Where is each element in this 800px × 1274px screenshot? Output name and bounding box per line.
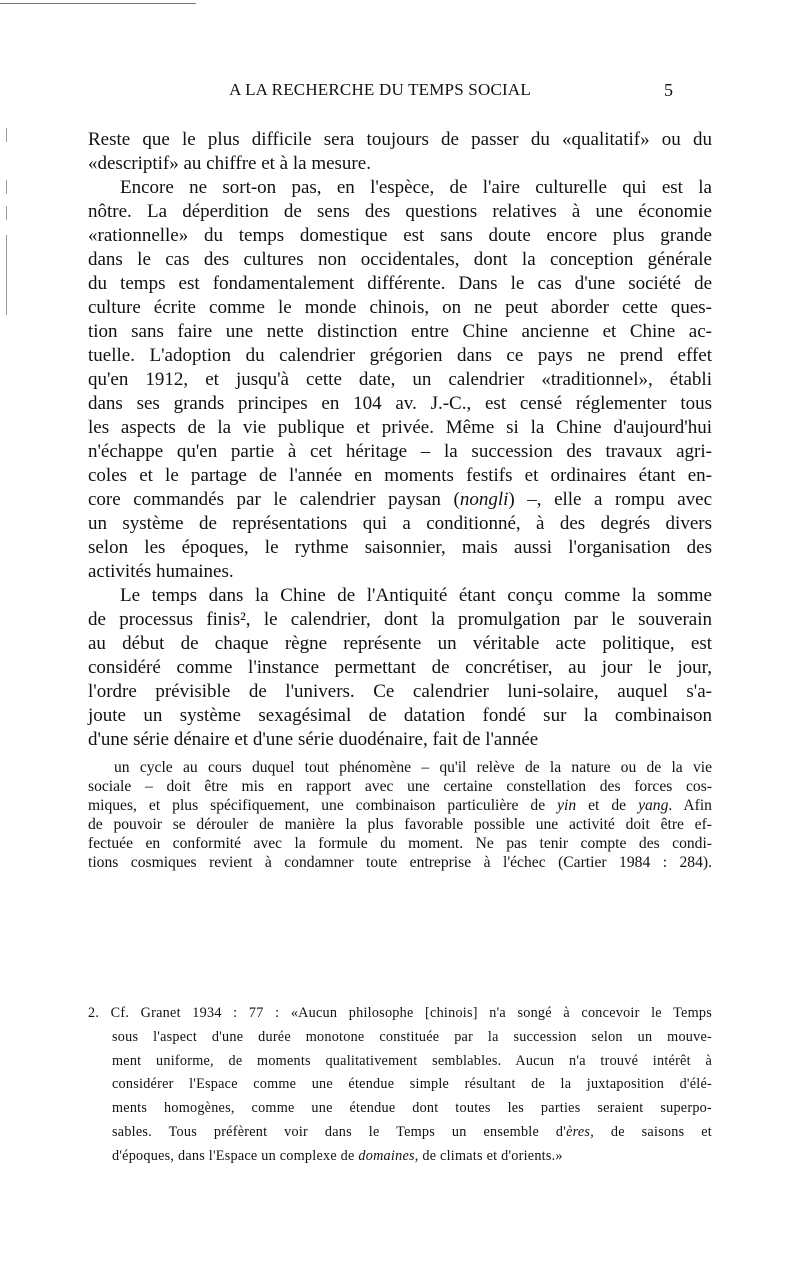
text-run: ments homogènes, comme une étendue dont toutes les parties seraient superpo- <box>112 1100 712 1117</box>
text-run: fectuée en conformité avec la formule du moment. Ne pas tenir compte des condi- <box>88 835 712 852</box>
text-run: dans le cas des cultures non occidentales, dont la conception générale <box>88 249 712 270</box>
quote-line <box>88 815 712 834</box>
footnote <box>88 1002 712 1169</box>
text-run: un cycle au cours duquel tout phénomène – qu'il relève de la nature ou de la vie <box>114 759 712 776</box>
scan-edge-mark <box>6 180 7 194</box>
text-run: . Afin <box>668 797 712 814</box>
body-line <box>88 536 712 560</box>
body-line <box>88 704 712 728</box>
italic-term: domaines <box>358 1147 415 1164</box>
body-line <box>88 344 712 368</box>
text-run: un système de représentations qui a conditionné, à des degrés divers <box>88 513 712 534</box>
text-run: Le temps dans la Chine de l'Antiquité étant conçu comme la somme <box>120 585 712 606</box>
text-run: n'échappe qu'en partie à cet héritage – la succession des travaux agri- <box>88 441 712 462</box>
italic-term: yin <box>557 797 577 814</box>
text-run: d'une série dénaire et d'une série duodénaire, fait de l'année <box>88 729 539 750</box>
quote-line <box>88 758 712 777</box>
text-run: ) –, elle a rompu avec <box>508 489 713 510</box>
text-run: sables. Tous préfèrent voir dans le Temps un ensemble d' <box>112 1123 567 1140</box>
text-run: coles et le partage de l'année en moments festifs et ordinaires étant en- <box>88 465 712 486</box>
italic-term: nongli <box>459 489 509 510</box>
text-run: «descriptif» au chiffre et à la mesure. <box>88 153 371 174</box>
body-line <box>88 248 712 272</box>
text-run: au début de chaque règne représente un véritable acte politique, est <box>88 633 712 654</box>
text-run: , de saisons et <box>590 1123 713 1140</box>
text-run: d'époques, dans l'Espace un complexe de <box>112 1147 359 1164</box>
running-head: A LA RECHERCHE DU TEMPS SOCIAL <box>229 80 531 99</box>
text-run: les aspects de la vie publique et privée. Même si la Chine d'aujourd'hui <box>88 417 712 438</box>
body-line <box>88 464 712 488</box>
body-line <box>88 200 712 224</box>
scan-edge-rule <box>0 3 196 4</box>
body-line <box>88 272 712 296</box>
body-line <box>88 488 712 512</box>
footnote-line <box>88 1097 712 1121</box>
text-run: considéré comme l'instance permettant de concrétiser, au jour le jour, <box>88 657 712 678</box>
text-run: joute un système sexagésimal de datation fondé sur la combinaison <box>88 705 712 726</box>
text-run: activités humaines. <box>88 561 234 582</box>
text-run: nôtre. La déperdition de sens des questions relatives à une économie <box>88 201 712 222</box>
text-run: culture écrite comme le monde chinois, on ne peut aborder cette ques- <box>88 297 712 318</box>
text-run: et de <box>576 797 639 814</box>
body-line <box>88 728 712 752</box>
italic-term: ères <box>566 1123 591 1140</box>
text-run: dans ses grands principes en 104 av. J.-C., est censé réglementer tous <box>88 393 712 414</box>
body-line <box>88 656 712 680</box>
body-line <box>88 608 712 632</box>
body-line <box>88 560 712 584</box>
body-line <box>88 680 712 704</box>
body-line <box>88 176 712 200</box>
text-run: tion sans faire une nette distinction entre Chine ancienne et Chine ac- <box>88 321 712 342</box>
text-run: qu'en 1912, et jusqu'à cette date, un calendrier «traditionnel», établi <box>88 369 712 390</box>
scan-edge-mark <box>6 128 7 142</box>
text-run: sociale – doit être mis en rapport avec une certaine constellation des forces cos- <box>88 778 712 795</box>
footnote-line <box>88 1026 712 1050</box>
quote-line <box>88 853 712 872</box>
text-run: de pouvoir se dérouler de manière la plus favorable possible une activité doit être ef- <box>88 816 712 833</box>
body-line <box>88 632 712 656</box>
body-line <box>88 368 712 392</box>
scan-edge-mark <box>6 235 7 315</box>
text-run: tions cosmiques revient à condamner toute entreprise à l'échec (Cartier 1984 : 284). <box>88 854 712 871</box>
block-quote <box>88 758 712 872</box>
text-run: sous l'aspect d'une durée monotone constituée par la succession selon un mouve- <box>112 1028 712 1045</box>
main-body-text <box>88 128 712 752</box>
body-line <box>88 584 712 608</box>
text-run: miques, et plus spécifiquement, une combinaison particulière de <box>88 797 558 814</box>
body-line <box>88 224 712 248</box>
body-line <box>88 128 712 152</box>
text-run: 2. Cf. Granet 1934 : 77 : «Aucun philosophe [chinois] n'a songé à concevoir le Temps <box>88 1005 712 1021</box>
italic-term: yang <box>638 797 669 814</box>
text-run: selon les époques, le rythme saisonnier, mais aussi l'organisation des <box>88 537 712 558</box>
text-run: core commandés par le calendrier paysan ( <box>88 489 460 510</box>
text-run: Reste que le plus difficile sera toujours de passer du «qualitatif» ou du <box>88 129 712 150</box>
body-line <box>88 512 712 536</box>
body-line <box>88 296 712 320</box>
scan-edge-mark <box>6 206 7 220</box>
body-line <box>88 152 712 176</box>
footnote-line <box>88 1002 712 1026</box>
text-run: , de climats et d'orients.» <box>414 1147 563 1164</box>
body-line <box>88 320 712 344</box>
body-line <box>88 416 712 440</box>
body-line <box>88 392 712 416</box>
footnote-line <box>88 1145 712 1169</box>
body-line <box>88 440 712 464</box>
text-run: du temps est fondamentalement différente. Dans le cas d'une société de <box>88 273 712 294</box>
page-number: 5 <box>664 80 673 100</box>
text-run: considérer l'Espace comme une étendue simple résultant de la juxtaposition d'élé- <box>112 1076 712 1093</box>
text-run: «rationnelle» du temps domestique est sans doute encore plus grande <box>88 225 712 246</box>
footnote-line <box>88 1121 712 1145</box>
quote-line <box>88 834 712 853</box>
quote-line <box>88 796 712 815</box>
text-run: de processus finis², le calendrier, dont la promulgation par le souverain <box>88 609 712 630</box>
footnote-line <box>88 1073 712 1097</box>
text-run: tuelle. L'adoption du calendrier grégorien dans ce pays ne prend effet <box>88 345 712 366</box>
text-run: Encore ne sort-on pas, en l'espèce, de l'aire culturelle qui est la <box>120 177 712 198</box>
footnote-line <box>88 1050 712 1074</box>
quote-line <box>88 777 712 796</box>
text-run: ment uniforme, de moments qualitativement semblables. Aucun n'a trouvé intérêt à <box>112 1052 712 1069</box>
text-run: l'ordre prévisible de l'univers. Ce calendrier luni-solaire, auquel s'a- <box>88 681 712 702</box>
